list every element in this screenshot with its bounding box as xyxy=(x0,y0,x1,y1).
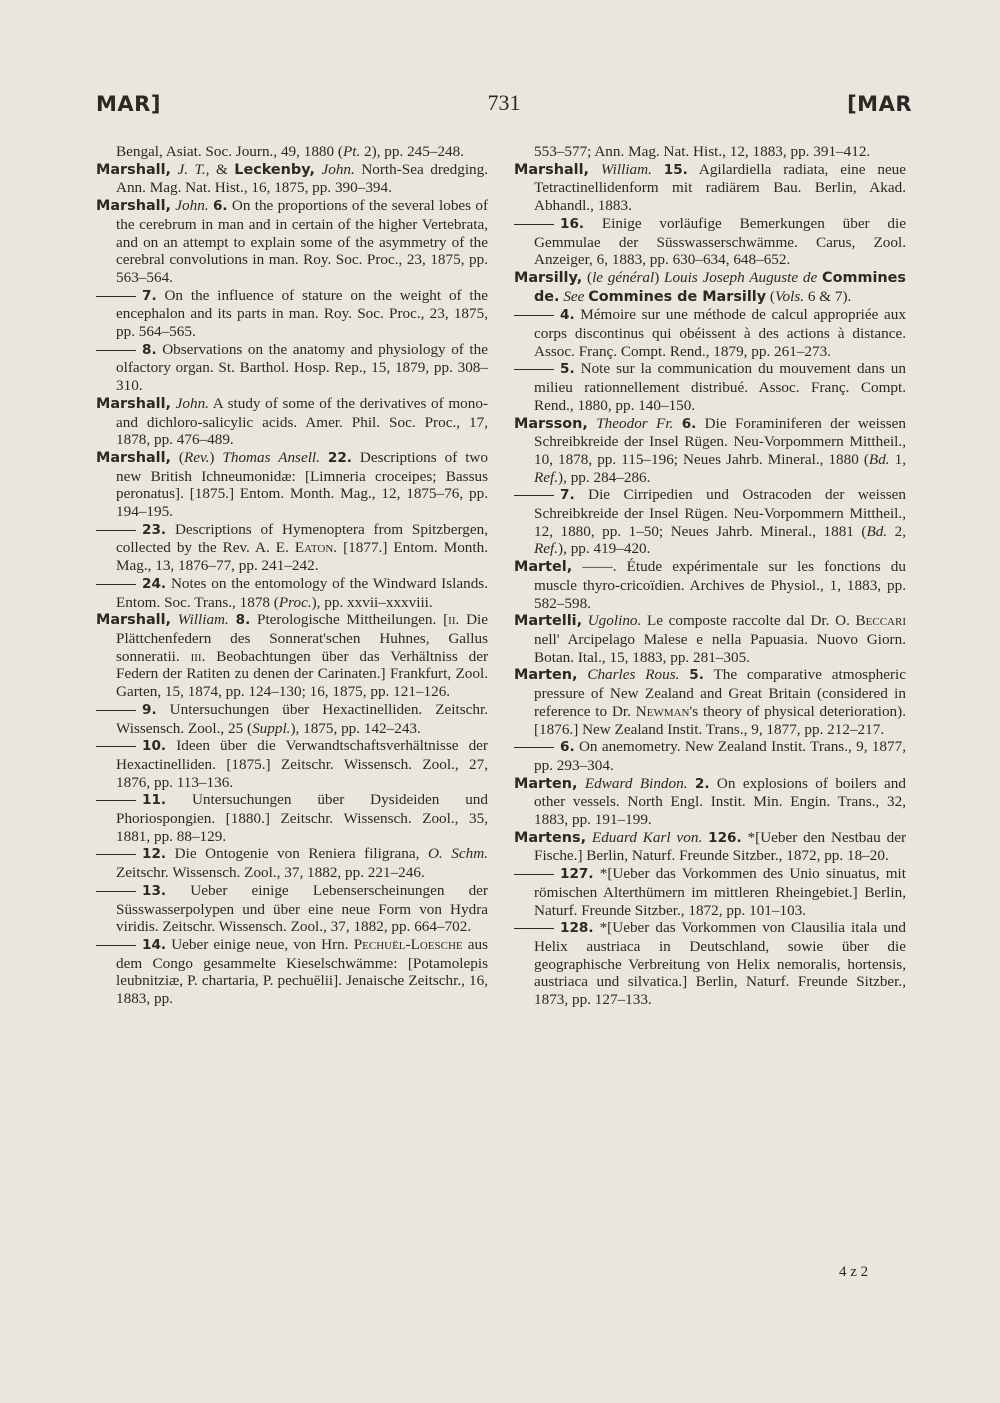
author-surname: Marshall, xyxy=(96,395,171,412)
entry-number: 11. xyxy=(142,792,167,809)
author-surname: Marshall, xyxy=(96,198,171,215)
entry-number: 8. xyxy=(235,612,251,629)
ditto-rule xyxy=(96,800,136,801)
bibliography-subentry: 10. Ideen über die Verwandtschaftsverhältnisse der Hexactinelliden. [1875.] Zeitschr. Wissensch. Zool., 27, 1876, pp. 113–136. xyxy=(96,737,488,791)
ditto-rule xyxy=(514,874,554,875)
entry-number: 5. xyxy=(560,361,575,378)
ditto-rule xyxy=(96,296,136,297)
author-surname: Marten, xyxy=(514,667,578,684)
entry-number: 16. xyxy=(560,215,585,232)
entry-number: 127. xyxy=(560,866,594,883)
author-surname: Leckenby, xyxy=(234,161,315,178)
entry-number: 7. xyxy=(142,287,157,304)
header-right-catchword: [MAR xyxy=(847,92,912,116)
ditto-rule xyxy=(96,584,136,585)
bibliography-entry: Marten, Edward Bindon. 2. On explosions of boilers and other vessels. North Engl. Instit. Min. Engin. Trans., 32, 1883, pp. 191–199. xyxy=(514,774,906,829)
entry-number: 9. xyxy=(142,701,157,718)
bibliography-subentry: 7. On the influence of stature on the weight of the encephalon and its parts in man. Roy. Soc. Proc., 23, 1875, pp. 564–565. xyxy=(96,287,488,341)
entry-number: 22. xyxy=(327,449,352,466)
ditto-rule xyxy=(96,710,136,711)
author-surname: Martel, xyxy=(514,559,573,576)
bibliography-subentry: 6. On anemometry. New Zealand Instit. Trans., 9, 1877, pp. 293–304. xyxy=(514,738,906,774)
bibliography-entry: Marshall, J. T., & Leckenby, John. North-Sea dredging. Ann. Mag. Nat. Hist., 16, 1875, pp. 390–394. xyxy=(96,160,489,197)
ditto-rule xyxy=(96,350,136,351)
bibliography-subentry: 23. Descriptions of Hymenoptera from Spitzbergen, collected by the Rev. A. E. Eaton. [1877.] Entom. Month. Mag., 13, 1876–77, pp. 241–242. xyxy=(96,521,488,575)
author-surname: Marshall, xyxy=(96,161,171,178)
ditto-rule xyxy=(514,315,554,316)
bibliography-entry: Marsson, Theodor Fr. 6. Die Foraminiferen der weissen Schreibkreide der Insel Rügen. Neu-Vorpommern Mittheil., 10, 1878, pp. 115–196; Neues Jahrb. Mineral., 1880 (Bd. 1, Ref.), pp. 284–286. xyxy=(514,414,907,486)
entry-number: 4. xyxy=(560,307,575,324)
entry-number: 6. xyxy=(212,198,228,215)
ditto-rule xyxy=(514,224,554,225)
ditto-rule xyxy=(514,495,554,496)
bibliography-entry: Marshall, William. 8. Pterologische Mittheilungen. [ii. Die Plättchenfedern des Sonnerat'schen Huhnes, Gallus sonneratii. iii. Beobachtungen über das Verhältniss der Federn der Ratiten zu denen der Carinaten.] Frankfurt, Zool. Garten, 15, 1874, pp. 124–130; 16, 1875, pp. 121–126. xyxy=(96,611,489,701)
entry-number: 7. xyxy=(560,487,575,504)
header-left-catchword: MAR] xyxy=(96,92,161,116)
continued-text: Bengal, Asiat. Soc. Journ., 49, 1880 (Pt. 2), pp. 245–248. xyxy=(116,143,465,160)
ditto-rule xyxy=(514,747,554,748)
bibliography-entry: Marten, Charles Rous. 5. The comparative atmospheric pressure of New Zealand and Great Britain (considered in reference to Dr. Newman's theory of physical deterioration). [1876.] New Zealand Instit. Trans., 9, 1877, pp. 212–217. xyxy=(514,666,907,738)
right-column xyxy=(514,143,906,1009)
author-surname: Marsilly, xyxy=(514,269,583,286)
ditto-rule xyxy=(96,891,136,892)
bibliography-subentry: 127. *[Ueber das Vorkommen des Unio sinuatus, mit römischen Alterthümern im mittleren Rheingebiet.] Berlin, Naturf. Freunde Sitzber., 1872, pp. 101–103. xyxy=(514,865,906,919)
entry-number: 14. xyxy=(142,936,167,953)
bibliography-subentry: 9. Untersuchungen über Hexactinelliden. Zeitschr. Wissensch. Zool., 25 (Suppl.), 1875, pp. 142–243. xyxy=(96,701,488,737)
author-surname: Marshall, xyxy=(96,449,171,466)
ditto-rule xyxy=(96,746,136,747)
ditto-rule xyxy=(96,530,136,531)
author-surname: Marsson, xyxy=(514,415,588,432)
bibliography-subentry: 13. Ueber einige Lebenserscheinungen der Süsswasserpolypen und über eine neue Form von Hydra viridis. Zeitschr. Wissensch. Zool., 37, 1882, pp. 664–702. xyxy=(96,882,488,936)
entry-number: 6. xyxy=(681,415,697,432)
entry-number: 23. xyxy=(142,521,167,538)
author-surname: Marshall, xyxy=(96,612,171,629)
entry-number: 13. xyxy=(142,882,167,899)
bibliography-subentry: 16. Einige vorläufige Bemerkungen über die Gemmulae der Süsswasserschwämme. Carus, Zool. Anzeiger, 6, 1883, pp. 630–634, 648–652. xyxy=(514,215,906,269)
bibliography-entry: Martel, ——. Étude expérimentale sur les fonctions du muscle thyro-cricoïdien. Archives de Physiol., 1, 1883, pp. 582–598. xyxy=(514,558,906,612)
bibliography-subentry: 11. Untersuchungen über Dysideiden und Phoriospongien. [1880.] Zeitschr. Wissensch. Zool., 35, 1881, pp. 88–129. xyxy=(96,791,488,845)
bibliography-subentry: 4. Mémoire sur une méthode de calcul appropriée aux corps discontinus qui obéissent à des actions à distance. Assoc. Franç. Compt. Rend., 1879, pp. 261–273. xyxy=(514,306,906,360)
author-surname: Martens, xyxy=(514,829,587,846)
signature-mark: 4 z 2 xyxy=(839,1264,869,1280)
bibliography-entry: Marshall, (Rev.) Thomas Ansell. 22. Descriptions of two new British Ichneumonidæ: [Limneria croceipes; Bassus peronatus]. [1875.] Entom. Month. Mag., 12, 1875–76, pp. 194–195. xyxy=(96,448,488,521)
entry-number: 5. xyxy=(689,667,704,684)
bibliography-entry: Martelli, Ugolino. Le composte raccolte dal Dr. O. Beccari nell' Arcipelago Malese e nella Papuasia. Nuovo Giorn. Botan. Ital., 15, 1883, pp. 281–305. xyxy=(514,612,906,666)
bibliography-subentry: 7. Die Cirripedien und Ostracoden der weissen Schreibkreide der Insel Rügen. Neu-Vorpommern Mittheil., 12, 1880, pp. 1–50; Neues Jahrb. Mineral., 1881 (Bd. 2, Ref.), pp. 419–420. xyxy=(514,486,906,558)
ditto-rule xyxy=(514,928,554,929)
bibliography-subentry: 12. Die Ontogenie von Reniera filigrana, O. Schm. Zeitschr. Wissensch. Zool., 37, 1882, pp. 221–246. xyxy=(96,845,488,881)
bibliography-subentry: 8. Observations on the anatomy and physiology of the olfactory organ. St. Barthol. Hosp. Rep., 15, 1879, pp. 308–310. xyxy=(96,341,488,395)
continued-text: 553–577; Ann. Mag. Nat. Hist., 12, 1883, pp. 391–412. xyxy=(534,143,871,160)
entry-number: 6. xyxy=(560,739,575,756)
page-number: 731 xyxy=(487,90,521,115)
entry-number: 12. xyxy=(142,846,167,863)
bibliography-subentry: 128. *[Ueber das Vorkommen von Clausilia itala und Helix austriaca in Deutschland, sowie über die geographische Verbreitung von Helix nemoralis, hortensis, austriaca und silvatica.] Berlin, Naturf. Freunde Sitzber., 1873, pp. 127–133. xyxy=(514,919,906,1009)
bibliography-entry: Marshall, John. 6. On the proportions of the several lobes of the cerebrum in man and in certain of the higher Vertebrata, and on an attempt to explain some of the asymmetry of the cerebral convolutions in man. Roy. Soc. Proc., 23, 1875, pp. 563–564. xyxy=(96,197,489,286)
entry-number: 15. xyxy=(663,161,688,178)
entry-number: 2. xyxy=(694,775,710,792)
entry-number: 8. xyxy=(142,341,157,358)
entry-number: 128. xyxy=(560,920,594,937)
author-surname: Marten, xyxy=(514,775,578,792)
author-surname: Marshall, xyxy=(514,161,589,178)
bibliography-subentry: 14. Ueber einige neue, von Hrn. Pechuël-Loesche aus dem Congo gesammelte Kieselschwämme: [Potamolepis leubnitziæ, P. chartaria, P. pechuëlii]. Jenaische Zeitschr., 16, 1883, pp. xyxy=(96,936,488,1008)
ditto-rule xyxy=(96,945,136,946)
entry-number: 24. xyxy=(142,575,167,592)
ditto-rule xyxy=(514,369,554,370)
bibliography-subentry: 24. Notes on the entomology of the Windward Islands. Entom. Soc. Trans., 1878 (Proc.), pp. xxvii–xxxviii. xyxy=(96,575,488,611)
ditto-rule xyxy=(96,854,136,855)
bibliography-subentry: 5. Note sur la communication du mouvement dans un milieu rationnellement distribué. Assoc. Franç. Compt. Rend., 1880, pp. 140–150. xyxy=(514,360,906,414)
entry-number: 10. xyxy=(142,738,167,755)
running-header xyxy=(96,92,912,126)
bibliography-entry: Marshall, William. 15. Agilardiella radiata, eine neue Tetractinellidenform mit radiärem Bau. Berlin, Akad. Abhandl., 1883. xyxy=(514,160,907,215)
entry-number: 126. xyxy=(708,829,742,846)
author-surname: Martelli, xyxy=(514,613,583,630)
bibliography-entry: Marshall, John. A study of some of the derivatives of mono- and dichloro-salicylic acids. Amer. Phil. Soc. Proc., 17, 1878, pp. 476–489. xyxy=(96,394,488,449)
bibliography-entry: Marsilly, (le général) Louis Joseph Auguste de Commines de. See Commines de Marsilly (Vols. 6 & 7). xyxy=(514,268,906,305)
left-column xyxy=(96,143,488,1008)
bibliography-entry: Martens, Eduard Karl von. 126. *[Ueber den Nestbau der Fische.] Berlin, Naturf. Freunde Sitzber., 1872, pp. 18–20. xyxy=(514,828,907,865)
